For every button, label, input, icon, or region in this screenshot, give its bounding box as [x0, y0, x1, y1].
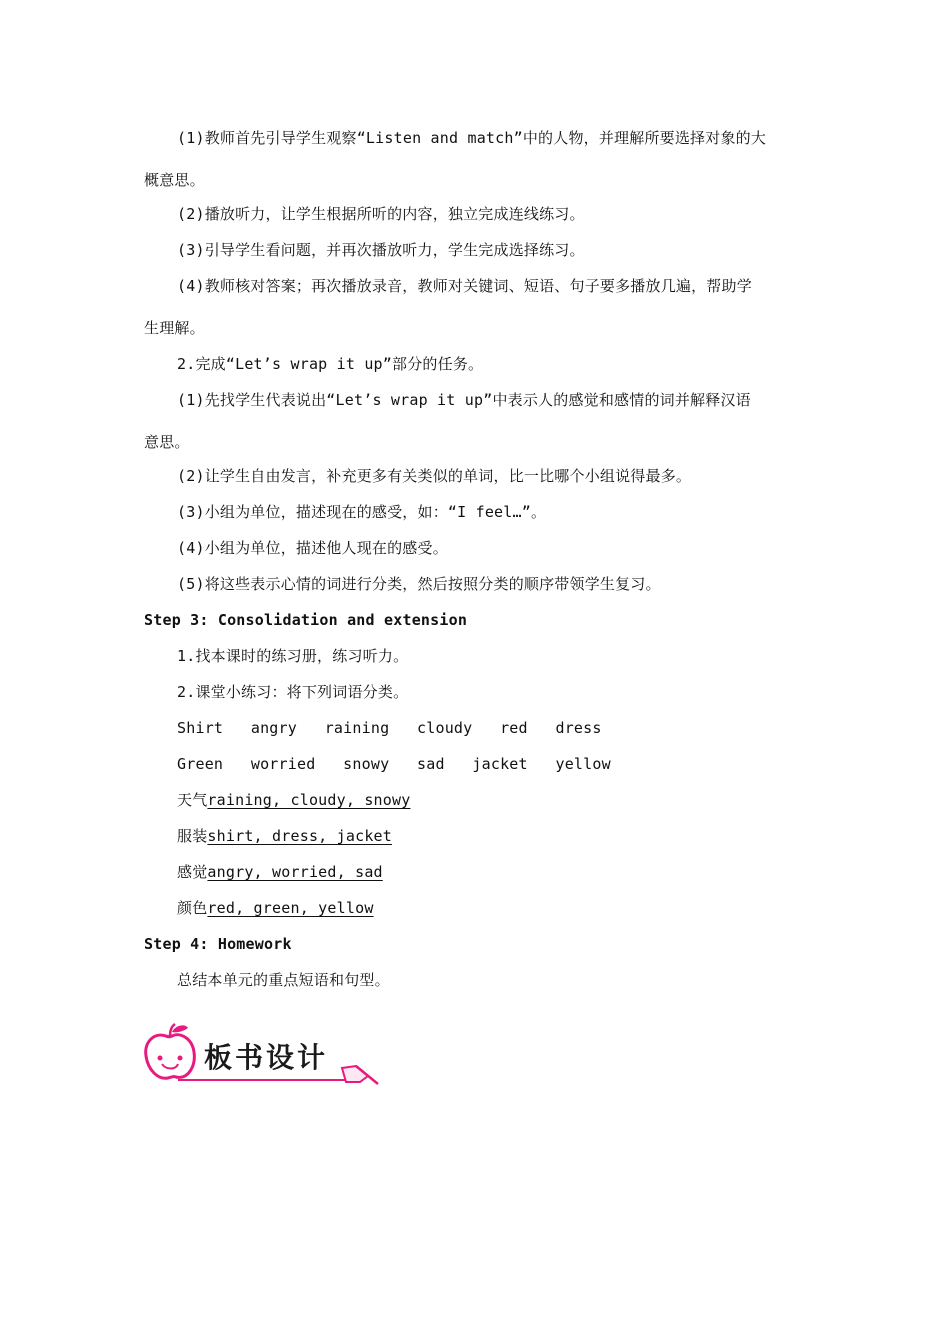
category-label: 服装 [177, 827, 208, 845]
paragraph: (3)引导学生看问题，并再次播放听力，学生完成选择练习。 [177, 241, 585, 259]
paragraph: (1)先找学生代表说出“Let’s wrap it up”中表示人的感觉和感情的词并解释汉语 [177, 391, 751, 409]
category-row [177, 826, 392, 846]
word-list: Green worried snowy sad jacket yellow [177, 755, 611, 773]
paragraph: 2.课堂小练习：将下列词语分类。 [177, 683, 409, 701]
paragraph: (3)小组为单位，描述现在的感受，如：“I feel…”。 [177, 503, 547, 521]
category-label: 天气 [177, 791, 208, 809]
paragraph: 1.找本课时的练习册，练习听力。 [177, 647, 409, 665]
paragraph: 生理解。 [144, 319, 205, 337]
category-answer: angry, worried, sad [207, 863, 383, 881]
category-row [177, 862, 383, 882]
paragraph: (4)教师核对答案；再次播放录音，教师对关键词、短语、句子要多播放几遍，帮助学 [177, 277, 752, 295]
step-heading: Step 4: Homework [144, 935, 292, 953]
paragraph: (5)将这些表示心情的词进行分类，然后按照分类的顺序带领学生复习。 [177, 575, 661, 593]
paragraph: (2)播放听力，让学生根据所听的内容，独立完成连线练习。 [177, 205, 585, 223]
paragraph: (2)让学生自由发言，补充更多有关类似的单词，比一比哪个小组说得最多。 [177, 467, 692, 485]
category-label: 感觉 [177, 863, 208, 881]
category-label: 颜色 [177, 899, 208, 917]
paragraph: 2.完成“Let’s wrap it up”部分的任务。 [177, 355, 484, 373]
step-heading: Step 3: Consolidation and extension [144, 611, 468, 629]
category-answer: red, green, yellow [207, 899, 374, 917]
section-banner [142, 1022, 382, 1088]
category-answer: raining, cloudy, snowy [207, 791, 411, 809]
banner-title: 板书设计 [204, 1041, 329, 1074]
word-list: Shirt angry raining cloudy red dress [177, 719, 602, 737]
category-row [177, 898, 374, 918]
category-answer: shirt, dress, jacket [207, 827, 393, 845]
paragraph: (4)小组为单位，描述他人现在的感受。 [177, 539, 448, 557]
paragraph: 概意思。 [144, 171, 205, 189]
paragraph: 总结本单元的重点短语和句型。 [177, 971, 390, 989]
paragraph: (1)教师首先引导学生观察“Listen and match”中的人物，并理解所要选择对象的大 [177, 129, 767, 147]
paragraph: 意思。 [144, 433, 190, 451]
category-row [177, 790, 410, 810]
